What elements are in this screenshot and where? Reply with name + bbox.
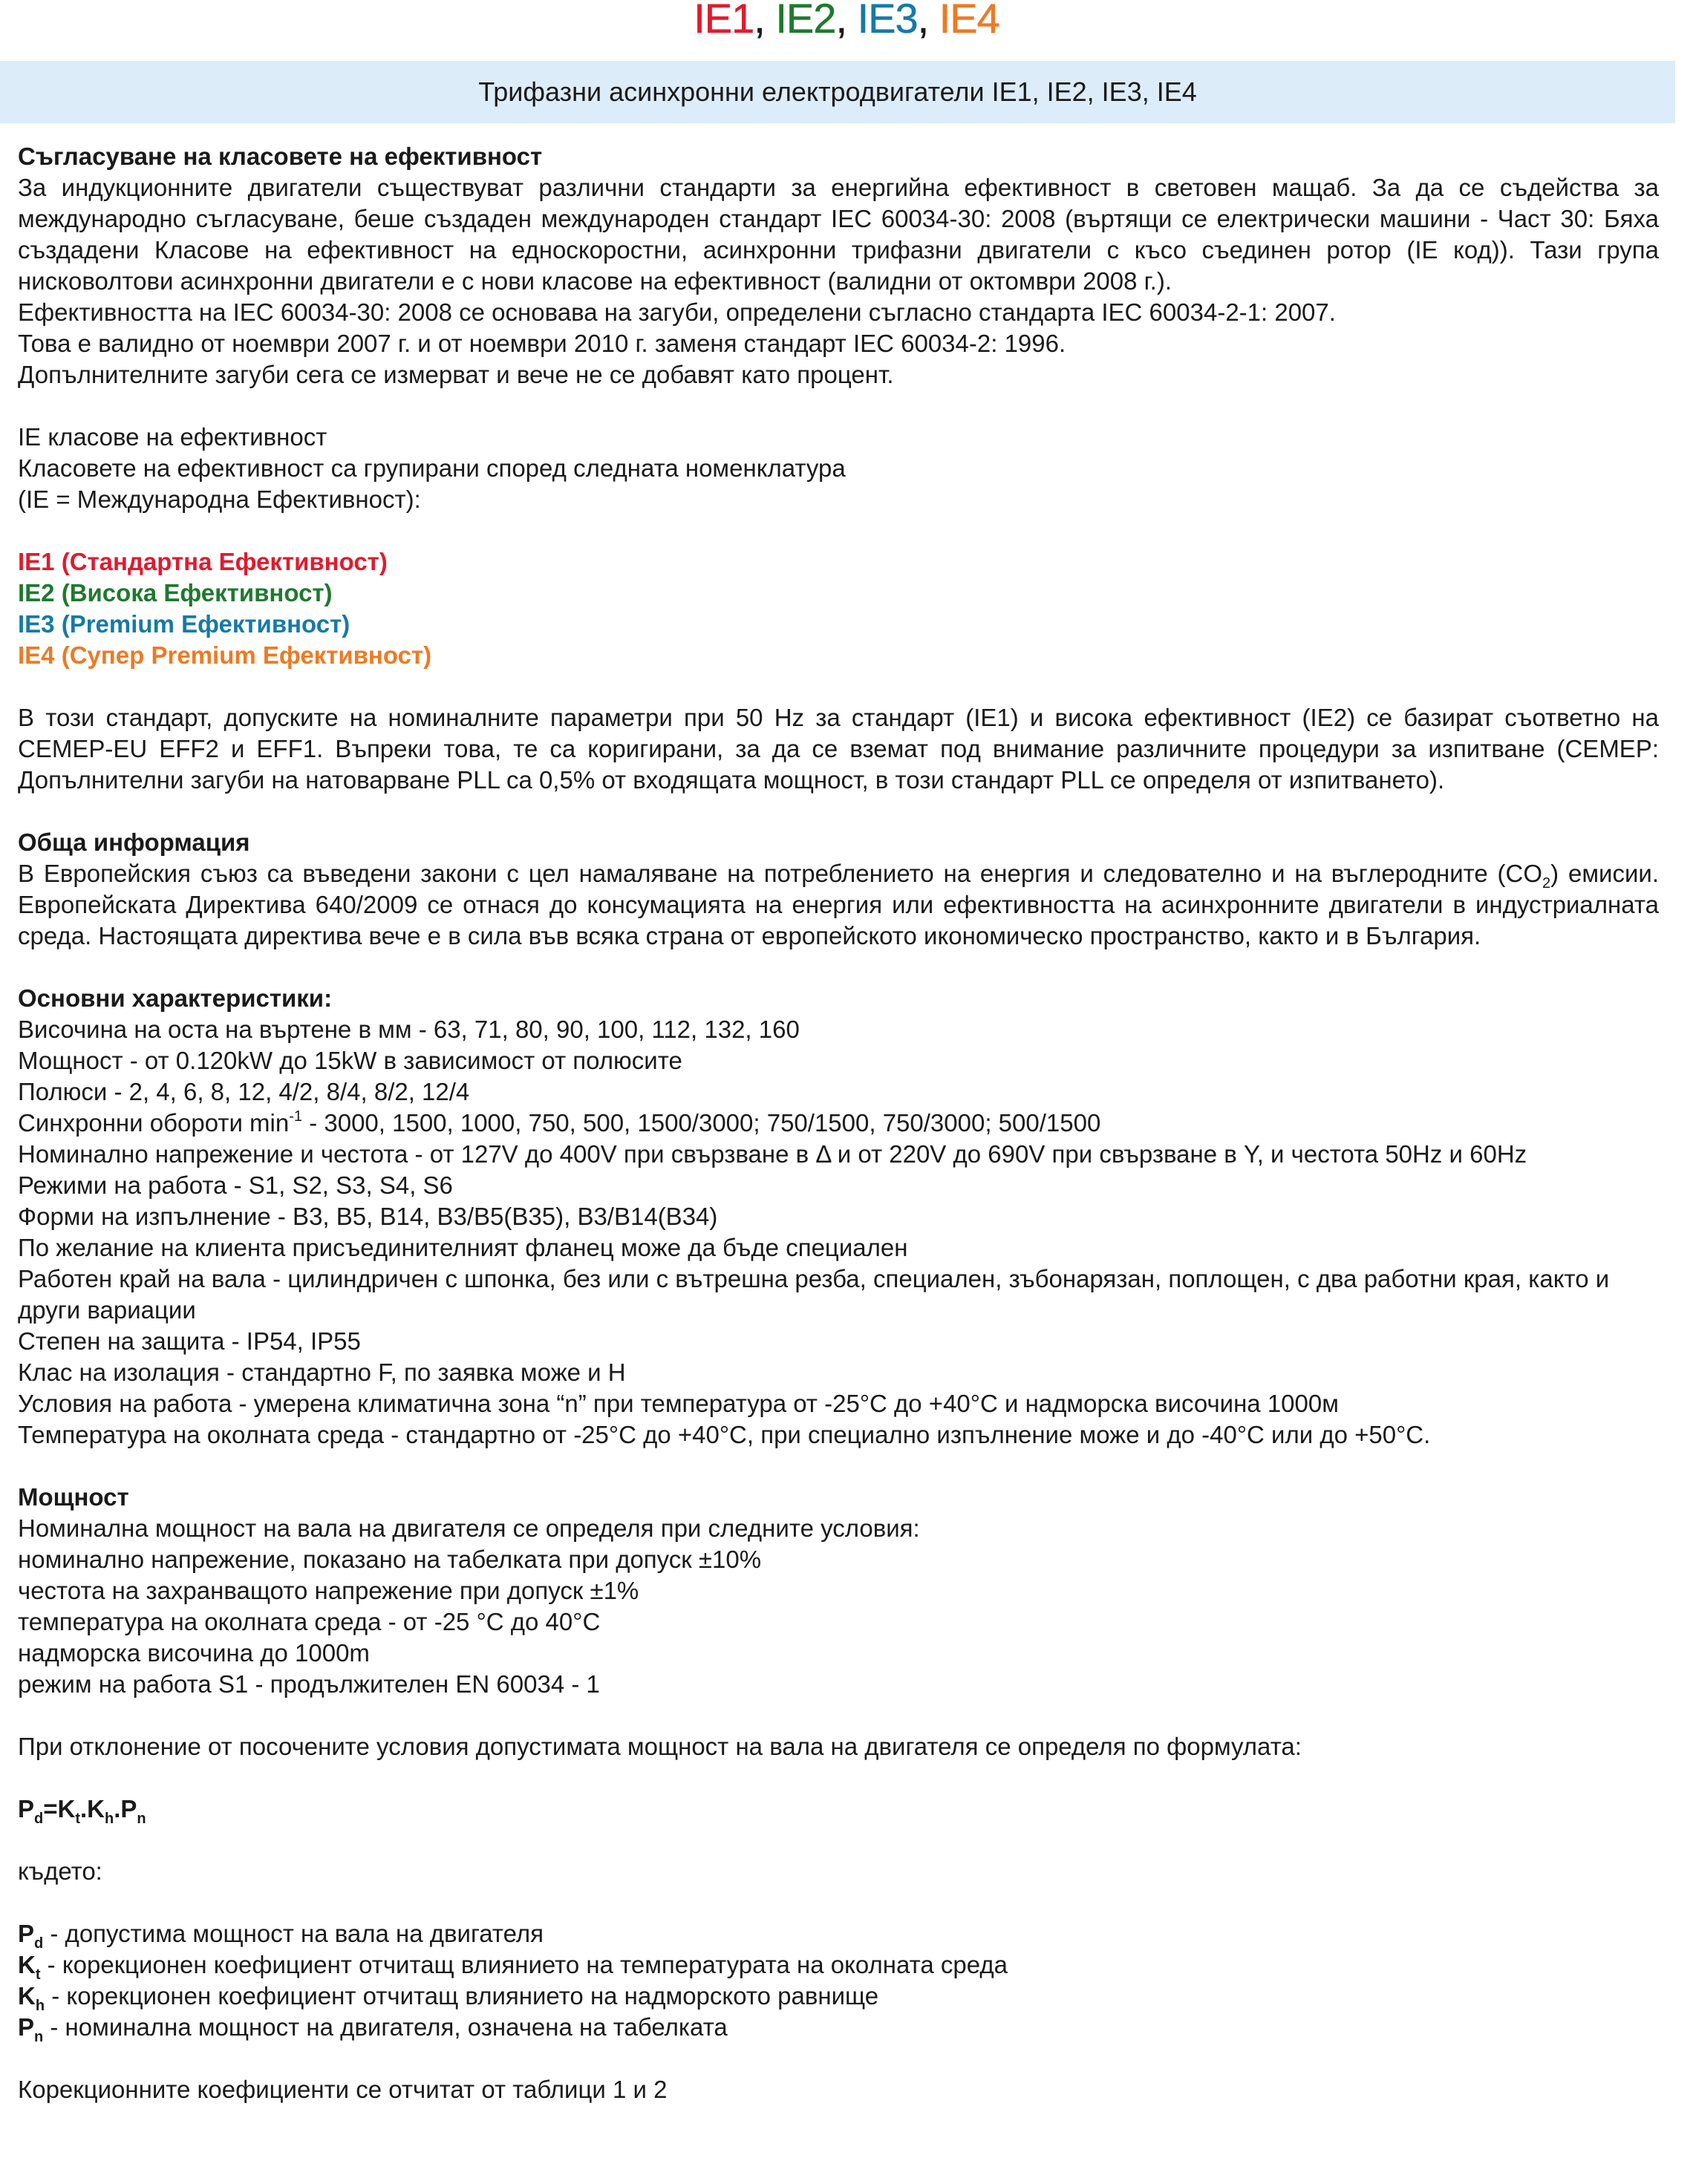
char-ambient: Температура на околната среда - стандартно от -25°C до +40°C, при специално изпълнение може и до -40°C или до +50°C.: [18, 1421, 1431, 1448]
document-body: [18, 141, 1659, 2105]
formula-sub-d: d: [34, 1811, 44, 1827]
formula-sub-t: t: [75, 1811, 81, 1827]
co2-subscript: 2: [1542, 875, 1551, 892]
formula-p: P: [18, 1795, 35, 1822]
char-speed: [18, 1108, 1659, 1139]
general-text-after: ) емисии. Европейската Директива 640/2009 се отнася до консумацията на енергия или ефективността на асинхронните двигатели в индустриалната среда. Настоящата директива вече е в сила във всяка страна от европейското икономическо пространство, както и в България.: [18, 860, 1660, 949]
tables-note: Корекционните коефициенти се отчитат от таблици 1 и 2: [18, 2076, 668, 2103]
spacer: [18, 1451, 1659, 1482]
harmonization-line-3: Това е валидно от ноември 2007 г. и от ноември 2010 г. заменя стандарт IEC 60034-2: 1996.: [18, 330, 1066, 357]
formula-eq-k: =K: [43, 1795, 76, 1822]
char-shaft-height: Височина на оста на въртене в мм - 63, 71, 80, 90, 100, 112, 132, 160: [18, 1016, 800, 1043]
title-separator: ,: [917, 0, 939, 42]
legend-text: - номинална мощност на двигателя, означена на табелката: [43, 2013, 728, 2041]
title-ie1: IE1: [694, 0, 754, 42]
spacer: [18, 1887, 1659, 1918]
spacer: [18, 515, 1659, 546]
legend-item: [18, 2012, 1659, 2043]
legend-symbol: P: [18, 2013, 35, 2041]
formula-dot-k: .K: [80, 1795, 105, 1822]
legend-symbol: K: [18, 1982, 36, 2010]
spacer: [18, 952, 1659, 983]
general-text-before: В Европейския съюз са въведени закони с цел намаляване на потреблението на енергия и следователно и на въглеродните (CO: [18, 860, 1543, 887]
legend-symbol: P: [18, 1920, 35, 1947]
power-intro: Номинална мощност на вала на двигателя се определя при следните условия:: [18, 1514, 920, 1542]
title-ie4: IE4: [939, 0, 999, 42]
char-protection: Степен на защита - IP54, IP55: [18, 1327, 361, 1355]
ie-classes-line-1: Класовете на ефективност са групирани според следната номенклатура: [18, 454, 846, 482]
harmonization-heading: Съгласуване на класовете на ефективност: [18, 143, 543, 170]
legend-item: [18, 1949, 1659, 1981]
char-speed-values: - 3000, 1500, 1000, 750, 500, 1500/3000; 750/1500, 750/3000; 500/1500: [302, 1109, 1101, 1137]
legend-text: - корекционен коефициент отчитащ влиянието на надморското равнище: [45, 1982, 879, 2010]
power-heading: Мощност: [18, 1483, 129, 1511]
power-condition: честота на захранващото напрежение при допуск ±1%: [18, 1577, 639, 1604]
spacer: [18, 671, 1659, 702]
char-insulation: Клас на изолация - стандартно F, по заявка може и H: [18, 1359, 626, 1386]
ie-classes-heading: IE класове на ефективност: [18, 423, 327, 451]
power-condition: номинално напрежение, показано на табелката при допуск ±10%: [18, 1546, 762, 1573]
power-condition: режим на работа S1 - продължителен EN 60034 - 1: [18, 1670, 600, 1698]
spacer: [18, 796, 1659, 827]
char-mounting: Форми на изпълнение - B3, B5, B14, B3/B5(B35), B3/B14(B34): [18, 1203, 718, 1230]
title-ie2: IE2: [775, 0, 836, 42]
legend-subscript: t: [35, 1966, 41, 1983]
ie3-class-label: IE3 (Premium Ефективност): [18, 610, 350, 638]
subtitle: Трифазни асинхронни електродвигатели IE1, IE2, IE3, IE4: [478, 76, 1197, 107]
legend-subscript: n: [34, 2029, 44, 2045]
legend-subscript: d: [34, 1935, 44, 1952]
char-poles: Полюси - 2, 4, 6, 8, 12, 4/2, 8/4, 8/2, 12/4: [18, 1078, 470, 1105]
spacer: [18, 1825, 1659, 1856]
general-paragraph: [18, 858, 1659, 952]
spacer: [18, 1762, 1659, 1794]
title-separator: ,: [835, 0, 858, 42]
legend-symbol: K: [18, 1951, 36, 1978]
formula-sub-n: n: [137, 1811, 146, 1827]
char-duty: Режими на работа - S1, S2, S3, S4, S6: [18, 1171, 453, 1199]
char-voltage: Номинално напрежение и честота - от 127V до 400V при свързване в Δ и от 220V до 690V при свързване в Y, и честота 50Hz и 60Hz: [18, 1140, 1527, 1168]
ie1-class-label: IE1 (Стандартна Ефективност): [18, 548, 388, 575]
char-power: Мощност - от 0.120kW до 15kW в зависимост от полюсите: [18, 1047, 682, 1074]
formula-where: където:: [18, 1857, 102, 1885]
spacer: [18, 2043, 1659, 2074]
power-deviation: При отклонение от посочените условия допустимата мощност на вала на двигателя се определя по формулата:: [18, 1733, 1302, 1760]
harmonization-line-4: Допълнителните загуби сега се измерват и вече не се добавят като процент.: [18, 361, 894, 388]
legend-item: [18, 1918, 1659, 1952]
spacer: [18, 390, 1659, 422]
title-separator: ,: [754, 0, 776, 42]
char-shaft-end: Работен край на вала - цилиндричен с шпонка, без или с вътрешна резба, специален, зъбонарязан, поплощен, с два работни края, както и други вариации: [18, 1265, 1610, 1324]
legend-text: - корекционен коефициент отчитащ влиянието на температурата на околната среда: [40, 1951, 1008, 1978]
power-formula: [18, 1794, 1659, 1825]
subtitle-band: [0, 61, 1675, 123]
char-conditions: Условия на работа - умерена климатична зона “n” при температура от -25°C до +40°C и надморска височина 1000м: [18, 1390, 1339, 1417]
page-title: [0, 0, 1693, 42]
harmonization-line-2: Ефективността на IEC 60034-30: 2008 се основава на загуби, определени съгласно стандарта IEC 60034-2-1: 2007.: [18, 298, 1336, 326]
standard-paragraph: В този стандарт, допуските на номиналните параметри при 50 Hz за стандарт (IE1) и висока ефективност (IE2) се базират съответно на CEMEP-EU EFF2 и EFF1. Въпреки това, те са коригирани, за да се вземат под внимание различните процедури за изпитване (CEMEP: Допълнителни загуби на натоварване PLL са 0,5% от входящата мощност, в този стандарт PLL се определя от изпитването).: [18, 704, 1659, 794]
legend-item: [18, 1981, 1659, 2012]
power-condition: надморска височина до 1000m: [18, 1639, 370, 1667]
power-condition: температура на околната среда - от -25 °C до 40°C: [18, 1608, 601, 1635]
harmonization-paragraph: За индукционните двигатели съществуват различни стандарти за енергийна ефективност в световен мащаб. За да се съдейства за международно съгласуване, беше създаден международен стандарт IEC 60034-30: 2008 (въртящи се електрически машини - Част 30: Бяха създадени Класове на ефективност на едноскоростни, асинхронни трифазни двигатели с късо съединен ротор (IE код)). Тази група нисковолтови асинхронни двигатели е с нови класове на ефективност (валидни от октомври 2008 г.).: [18, 174, 1659, 295]
char-speed-prefix: Синхронни обороти min: [18, 1109, 290, 1137]
legend-text: - допустима мощност на вала на двигателя: [43, 1920, 544, 1947]
legend-subscript: h: [35, 1998, 45, 2014]
char-flange: По желание на клиента присъединителният фланец може да бъде специален: [18, 1234, 908, 1261]
general-heading: Обща информация: [18, 828, 250, 856]
char-speed-superscript: -1: [289, 1108, 303, 1125]
formula-dot-p: .P: [114, 1795, 137, 1822]
title-ie3: IE3: [857, 0, 918, 42]
ie2-class-label: IE2 (Висока Ефективност): [18, 579, 333, 607]
ie4-class-label: IE4 (Супер Premium Ефективност): [18, 641, 432, 669]
spacer: [18, 1700, 1659, 1731]
characteristics-heading: Основни характеристики:: [18, 984, 333, 1012]
formula-sub-h: h: [105, 1811, 114, 1827]
ie-classes-line-2: (IE = Международна Ефективност):: [18, 485, 421, 513]
